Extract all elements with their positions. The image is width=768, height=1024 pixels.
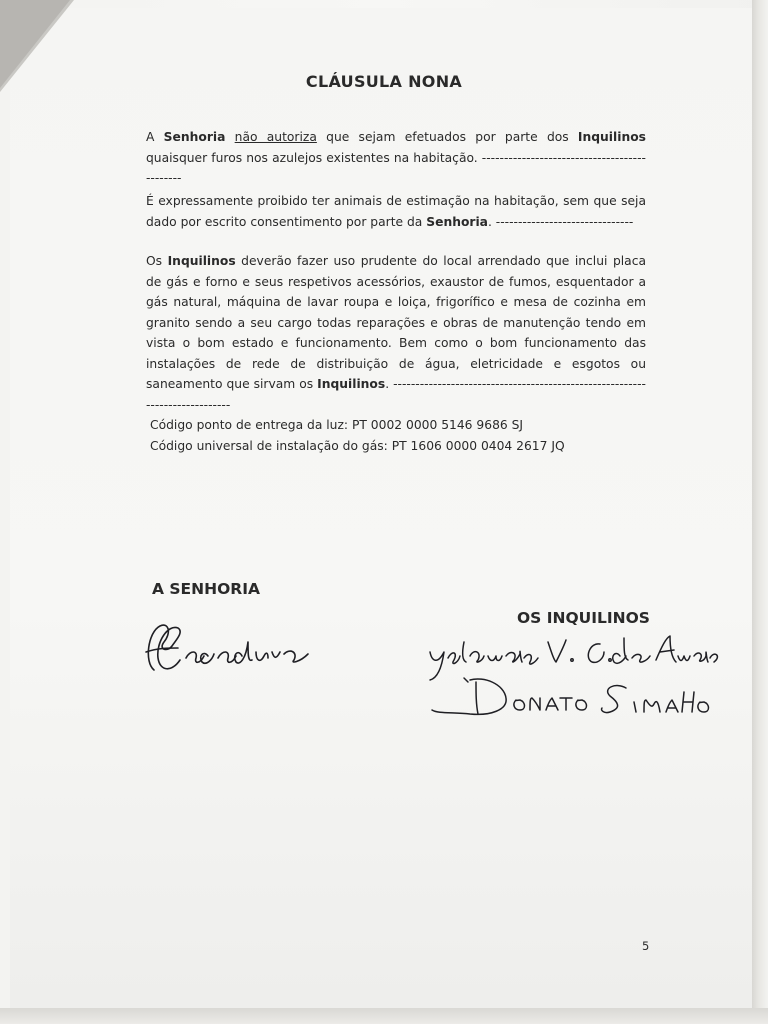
paragraph-text: deverão fazer uso prudente do local arrendado que inclui placa de gás e forno e seus respetivos acessórios, exaustor de fumos, esquentador a gás natural, máquina de lavar roupa e loiça, frigorífico e mesa de cozinha em granito sendo a seu cargo todas reparações e obras de manutenção tendo em vista o bom estado e funcionamento. Bem como o bom funcionamento das instalações de rede de distribuição de água, eletricidade e esgotos ou saneamento que sirvam os [146, 254, 646, 391]
page-number: 5 [642, 939, 650, 953]
underlined-phrase: não autoriza [234, 130, 317, 144]
paragraph-text: quaisquer furos nos azulejos existentes na habitação. --------------------------------------------- [146, 150, 646, 185]
utility-codes [150, 415, 650, 456]
gas-installation-code: Código universal de instalação do gás: PT 1606 0000 0404 2617 JQ [150, 438, 565, 453]
paragraph-pets [146, 191, 646, 232]
paragraph-text: Os [146, 254, 168, 268]
clause-title: CLÁUSULA NONA [305, 72, 463, 91]
electricity-delivery-code: Código ponto de entrega da luz: PT 0002 0000 5146 9686 SJ [150, 418, 524, 432]
paragraph-maintenance [146, 251, 646, 415]
party-name-inquilinos: Inquilinos [317, 377, 386, 391]
paragraph-text: A [146, 130, 164, 144]
paragraph-text: É expressamente proibido ter animais de estimação na habitação, sem que seja dado por escrito consentimento por parte da [146, 194, 646, 229]
party-name-inquilinos: Inquilinos [577, 130, 646, 144]
landlord-label: A SENHORIA [152, 580, 260, 598]
paragraph-drilling [146, 127, 646, 189]
party-name-senhoria: Senhoria [426, 214, 488, 229]
paragraph-text: . ------------------------------- [487, 214, 634, 229]
tenant-signature-donato [430, 670, 720, 722]
paper-bottom-edge [0, 1008, 768, 1024]
tenants-label: OS INQUILINOS [517, 609, 650, 627]
party-name-senhoria: Senhoria [163, 130, 226, 144]
paragraph-text [225, 130, 234, 144]
landlord-signature [138, 612, 318, 684]
party-name-inquilinos: Inquilinos [167, 254, 236, 268]
paragraph-text: . ---------------------------------------------------------------------------- [146, 377, 646, 412]
paragraph-text: que sejam efetuados por parte dos [316, 130, 578, 144]
paper-right-edge [752, 0, 768, 1024]
